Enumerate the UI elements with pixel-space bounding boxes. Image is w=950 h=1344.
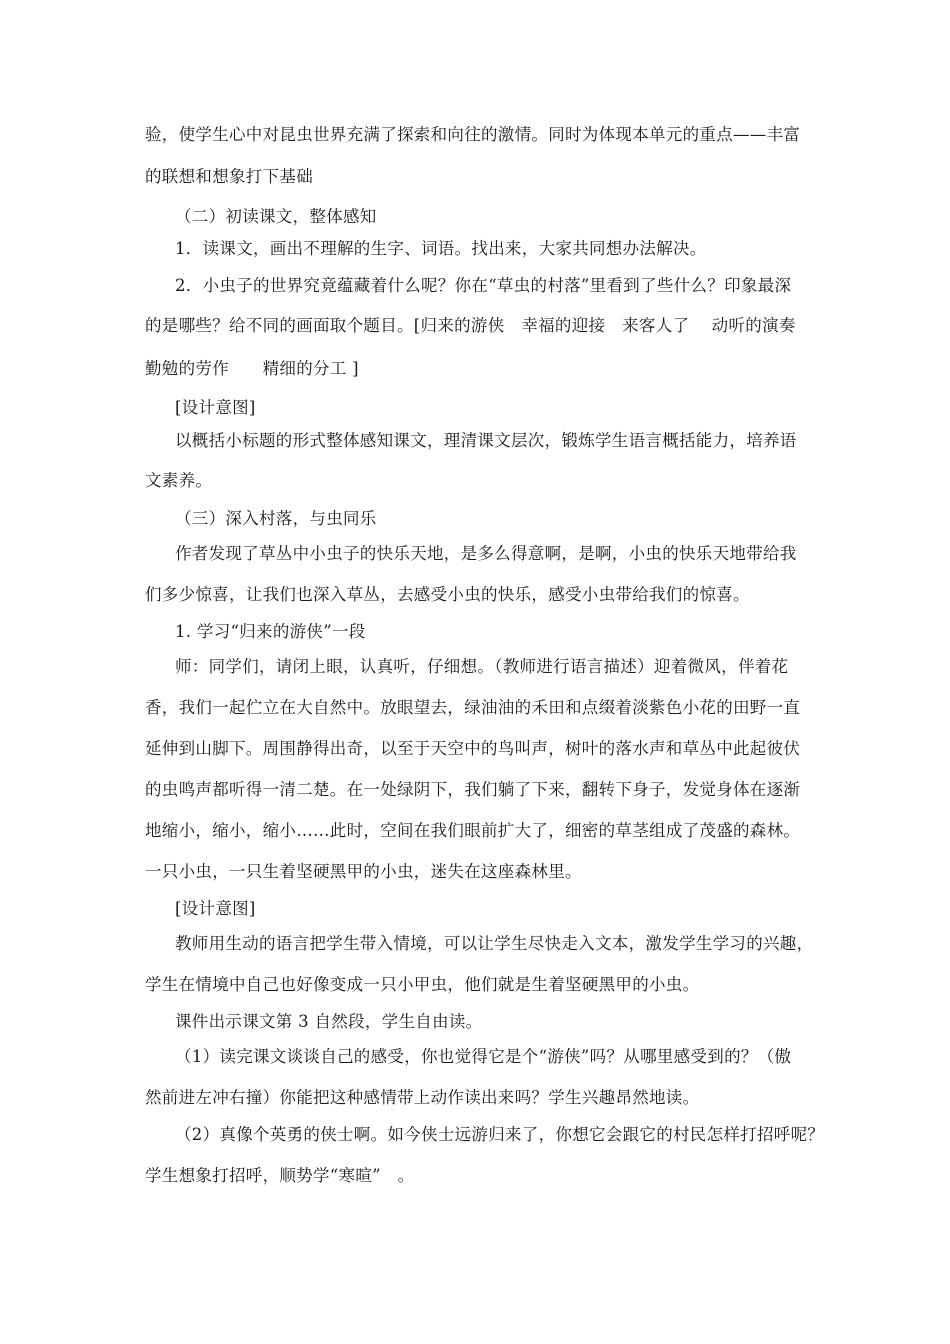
body-text-line: 们多少惊喜，让我们也深入草丛，去感受小虫的快乐，感受小虫带给我们的惊喜。 xyxy=(145,585,750,604)
list-item: 1. 学习“归来的游侠”一段 xyxy=(175,622,366,641)
body-text-line: 师：同学们，请闭上眼，认真听，仔细想。（教师进行语言描述）迎着微风，伴着花 xyxy=(175,657,789,676)
body-text-line: 课件出示课文第 3 自然段，学生自由读。 xyxy=(175,1012,483,1031)
list-item: 2．小虫子的世界究竟蕴藏着什么呢？你在“草虫的村落”里看到了些什么？印象最深 xyxy=(175,276,792,295)
list-item: 1．读课文，画出不理解的生字、词语。找出来，大家共同想办法解决。 xyxy=(175,239,707,258)
body-text-line: 勤勉的劳作 精细的分工 ] xyxy=(145,359,359,378)
body-text-line: 作者发现了草丛中小虫子的快乐天地，是多么得意啊，是啊，小虫的快乐天地带给我 xyxy=(175,544,797,563)
body-text-line: 的虫鸣声都听得一清二楚。在一处绿阴下，我们躺了下来，翻转下身子，发觉身体在逐渐 xyxy=(145,780,801,799)
body-text-line: 的是哪些？给不同的画面取个题目。[归来的游侠 幸福的迎接 来客人了 动听的演奏 xyxy=(145,316,796,335)
section-heading: （三）深入村落，与虫同乐 xyxy=(175,509,377,528)
body-text-line: 一只小虫，一只生着坚硬黑甲的小虫，迷失在这座森林里。 xyxy=(145,862,582,881)
section-heading: （二）初读课文，整体感知 xyxy=(175,207,377,226)
body-text-line: 然前进左冲右撞）你能把这种感情带上动作读出来吗？学生兴趣昂然地读。 xyxy=(145,1088,700,1107)
body-text-line: 学生在情境中自己也好像变成一只小甲虫，他们就是生着坚硬黑甲的小虫。 xyxy=(145,975,700,994)
body-text-line: 地缩小，缩小，缩小……此时，空间在我们眼前扩大了，细密的草茎组成了茂盛的森林。 xyxy=(145,821,801,840)
body-text-line: 的联想和想象打下基础 xyxy=(145,167,313,186)
body-text-line: 文素养。 xyxy=(145,471,213,490)
list-item: （2）真像个英勇的侠士啊。如今侠士远游归来了，你想它会跟它的村民怎样打招呼呢？ xyxy=(175,1125,825,1144)
design-intent-label: [设计意图] xyxy=(175,899,256,918)
body-text-line: 学生想象打招呼，顺势学“寒暄” 。 xyxy=(145,1166,415,1185)
body-text-line: 以概括小标题的形式整体感知课文，理清课文层次，锻炼学生语言概括能力，培养语 xyxy=(175,431,797,450)
list-item: （1）读完课文谈谈自己的感受，你也觉得它是个“游侠”吗？从哪里感受到的？（傲 xyxy=(175,1047,792,1066)
design-intent-label: [设计意图] xyxy=(175,398,256,417)
body-text-line: 验，使学生心中对昆虫世界充满了探索和向往的激情。同时为体现本单元的重点——丰富 xyxy=(145,125,801,144)
body-text-line: 延伸到山脚下。周围静得出奇，以至于天空中的鸟叫声，树叶的落水声和草丛中此起彼伏 xyxy=(145,739,801,758)
body-text-line: 香，我们一起伫立在大自然中。放眼望去，绿油油的禾田和点缀着淡紫色小花的田野一直 xyxy=(145,698,801,717)
body-text-line: 教师用生动的语言把学生带入情境，可以让学生尽快走入文本，激发学生学习的兴趣， xyxy=(175,934,814,953)
